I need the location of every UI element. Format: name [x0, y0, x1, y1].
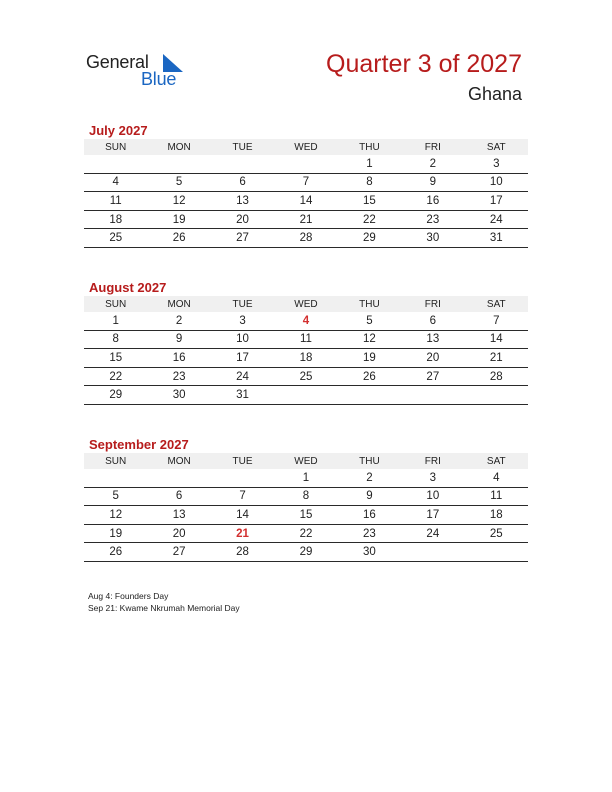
day-cell: 7: [465, 312, 528, 330]
day-cell: 14: [465, 330, 528, 349]
day-cell: 20: [147, 524, 210, 543]
holiday-notes: [88, 590, 240, 614]
day-cell: 16: [338, 506, 401, 525]
empty-day-cell: [465, 386, 528, 405]
day-cell: 22: [338, 210, 401, 229]
day-cell: 1: [274, 469, 337, 487]
day-cell: 18: [465, 506, 528, 525]
day-cell: 28: [211, 543, 274, 562]
day-cell: 8: [338, 173, 401, 192]
day-cell: 3: [465, 155, 528, 173]
month-title: August 2027: [89, 280, 167, 295]
day-cell: 18: [84, 210, 147, 229]
day-cell: 30: [401, 229, 464, 248]
day-cell: 2: [338, 469, 401, 487]
logo-general-text: General: [86, 52, 149, 72]
day-cell: 17: [211, 349, 274, 368]
weekday-header: MON: [147, 296, 210, 312]
day-cell: 27: [401, 367, 464, 386]
day-cell: 15: [338, 192, 401, 211]
week-row: [84, 330, 528, 349]
empty-day-cell: [401, 543, 464, 562]
week-row: [84, 524, 528, 543]
holiday-note: Aug 4: Founders Day: [88, 591, 169, 601]
logo-blue-text: Blue: [141, 69, 177, 89]
day-cell: 29: [84, 386, 147, 405]
day-cell: 24: [211, 367, 274, 386]
day-cell: 30: [338, 543, 401, 562]
day-cell: 20: [211, 210, 274, 229]
weekday-header: SUN: [84, 453, 147, 469]
day-cell: 22: [274, 524, 337, 543]
day-cell: 9: [147, 330, 210, 349]
month-title: July 2027: [89, 123, 148, 138]
month-grid: [84, 296, 528, 405]
weekday-header: SAT: [465, 139, 528, 155]
empty-day-cell: [274, 386, 337, 405]
day-cell: 12: [338, 330, 401, 349]
day-cell: 18: [274, 349, 337, 368]
weekday-header: FRI: [401, 296, 464, 312]
day-cell: 25: [84, 229, 147, 248]
day-cell: 14: [211, 506, 274, 525]
weekday-header-row: [84, 296, 528, 312]
day-cell: 19: [147, 210, 210, 229]
day-cell: 5: [147, 173, 210, 192]
day-cell: 5: [338, 312, 401, 330]
weekday-header: FRI: [401, 453, 464, 469]
day-cell: 7: [274, 173, 337, 192]
month-grid: [84, 139, 528, 248]
day-cell: 27: [147, 543, 210, 562]
day-cell: 10: [211, 330, 274, 349]
day-cell: 29: [274, 543, 337, 562]
day-cell: 9: [401, 173, 464, 192]
day-cell: 12: [84, 506, 147, 525]
empty-day-cell: [211, 469, 274, 487]
day-cell: 17: [401, 506, 464, 525]
weekday-header: TUE: [211, 453, 274, 469]
brand-logo: [86, 50, 196, 90]
empty-day-cell: [147, 469, 210, 487]
weekday-header: SAT: [465, 453, 528, 469]
empty-day-cell: [147, 155, 210, 173]
week-row: [84, 543, 528, 562]
empty-day-cell: [274, 155, 337, 173]
day-cell: 22: [84, 367, 147, 386]
day-cell: 25: [465, 524, 528, 543]
day-cell: 6: [401, 312, 464, 330]
empty-day-cell: [465, 543, 528, 562]
day-cell: 27: [211, 229, 274, 248]
weekday-header: WED: [274, 139, 337, 155]
weekday-header: SUN: [84, 139, 147, 155]
weekday-header: THU: [338, 139, 401, 155]
day-cell: 11: [465, 487, 528, 506]
day-cell: 5: [84, 487, 147, 506]
month-grid: [84, 453, 528, 562]
day-cell: 23: [147, 367, 210, 386]
day-cell: 31: [465, 229, 528, 248]
weekday-header-row: [84, 139, 528, 155]
day-cell: 10: [465, 173, 528, 192]
day-cell: 13: [147, 506, 210, 525]
day-cell: 7: [211, 487, 274, 506]
weekday-header: MON: [147, 139, 210, 155]
day-cell: 13: [401, 330, 464, 349]
day-cell: 23: [401, 210, 464, 229]
day-cell: 21: [465, 349, 528, 368]
week-row: [84, 192, 528, 211]
day-cell: 3: [211, 312, 274, 330]
day-cell: 23: [338, 524, 401, 543]
day-cell: 16: [147, 349, 210, 368]
week-row: [84, 367, 528, 386]
day-cell: 26: [338, 367, 401, 386]
day-cell: 16: [401, 192, 464, 211]
day-cell: 8: [84, 330, 147, 349]
week-row: [84, 229, 528, 248]
day-cell: 4: [465, 469, 528, 487]
week-row: [84, 386, 528, 405]
day-cell: 2: [401, 155, 464, 173]
day-cell: 13: [211, 192, 274, 211]
empty-day-cell: [84, 155, 147, 173]
day-cell: 25: [274, 367, 337, 386]
empty-day-cell: [401, 386, 464, 405]
week-row: [84, 312, 528, 330]
week-row: [84, 173, 528, 192]
day-cell: 11: [274, 330, 337, 349]
day-cell: 28: [465, 367, 528, 386]
day-cell: 31: [211, 386, 274, 405]
day-cell: 4: [84, 173, 147, 192]
day-cell: 1: [338, 155, 401, 173]
empty-day-cell: [211, 155, 274, 173]
month-calendar: [84, 437, 528, 562]
day-cell: 21: [274, 210, 337, 229]
day-cell: 15: [274, 506, 337, 525]
day-cell: 26: [84, 543, 147, 562]
day-cell: 15: [84, 349, 147, 368]
weekday-header: TUE: [211, 139, 274, 155]
day-cell: 3: [401, 469, 464, 487]
day-cell: 1: [84, 312, 147, 330]
day-cell: 12: [147, 192, 210, 211]
day-cell: 11: [84, 192, 147, 211]
country-name: Ghana: [467, 84, 522, 104]
week-row: [84, 506, 528, 525]
day-cell: 6: [147, 487, 210, 506]
day-cell: 10: [401, 487, 464, 506]
weekday-header: MON: [147, 453, 210, 469]
weekday-header-row: [84, 453, 528, 469]
weekday-header: THU: [338, 296, 401, 312]
day-cell: 14: [274, 192, 337, 211]
weekday-header: SUN: [84, 296, 147, 312]
empty-day-cell: [84, 469, 147, 487]
holiday-note: Sep 21: Kwame Nkrumah Memorial Day: [88, 603, 240, 613]
day-cell: 26: [147, 229, 210, 248]
week-row: [84, 469, 528, 487]
empty-day-cell: [338, 386, 401, 405]
weekday-header: WED: [274, 296, 337, 312]
day-cell: 24: [401, 524, 464, 543]
week-row: [84, 487, 528, 506]
month-calendar: [84, 123, 528, 248]
weekday-header: FRI: [401, 139, 464, 155]
month-title: September 2027: [89, 437, 189, 452]
day-cell: 28: [274, 229, 337, 248]
week-row: [84, 349, 528, 368]
day-cell: 29: [338, 229, 401, 248]
day-cell: 8: [274, 487, 337, 506]
day-cell: 9: [338, 487, 401, 506]
month-calendar: [84, 280, 528, 405]
holiday-day-cell: 4: [274, 312, 337, 330]
weekday-header: WED: [274, 453, 337, 469]
day-cell: 19: [338, 349, 401, 368]
day-cell: 17: [465, 192, 528, 211]
day-cell: 24: [465, 210, 528, 229]
holiday-day-cell: 21: [211, 524, 274, 543]
weekday-header: THU: [338, 453, 401, 469]
day-cell: 30: [147, 386, 210, 405]
week-row: [84, 210, 528, 229]
day-cell: 6: [211, 173, 274, 192]
weekday-header: SAT: [465, 296, 528, 312]
weekday-header: TUE: [211, 296, 274, 312]
day-cell: 20: [401, 349, 464, 368]
page-title: Quarter 3 of 2027: [326, 50, 522, 78]
week-row: [84, 155, 528, 173]
day-cell: 2: [147, 312, 210, 330]
day-cell: 19: [84, 524, 147, 543]
